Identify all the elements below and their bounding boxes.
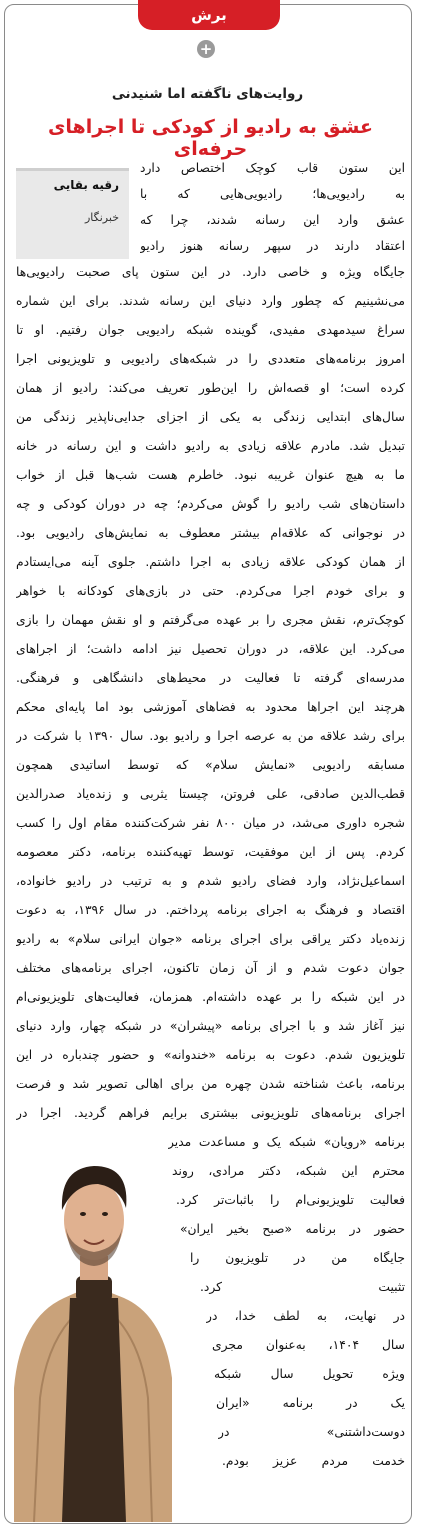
body-line: در نوجوانی که علاقه‌ام بیشتر معطوف به نمایش‌های رادیویی بود. — [16, 526, 405, 540]
body-line: این ستون قاب کوچک اختصاص دارد — [140, 161, 405, 175]
body-line: امروز برنامه‌های متعددی را در شبکه‌های رادیویی و تلویزیونی اجرا — [16, 352, 405, 366]
body-line: حضور در برنامه «صبح بخیر ایران» — [180, 1222, 405, 1236]
body-line: برنامه «رویان» شبکه یک و مساعدت مدیر — [168, 1135, 405, 1149]
body-line: هرچند این اجراها محدود به فضاهای آموزشی بود اما پایه‌ای محکم — [16, 700, 405, 714]
body-line: قطب‌الدین صادقی، علی فروتن، چیستا یثربی و زنده‌یاد صدرالدین — [16, 787, 405, 801]
article-headline: عشق به رادیو از کودکی تا اجراهای حرفه‌ای — [48, 116, 373, 160]
body-line: مدرسه‌ای گرفته تا فعالیت در محیط‌های دانشگاهی و فرهنگی. — [16, 671, 405, 685]
body-line: می‌کرد. این علاقه، در دوران تحصیل نیز ادامه داشت؛ از اجراهای — [16, 642, 405, 656]
author-role: خبرنگار — [85, 211, 119, 224]
plus-icon[interactable]: + — [197, 40, 215, 58]
author-name: رقیه بقایی — [53, 178, 119, 192]
body-line: کردم. پس از این موفقیت، توسط تهیه‌کننده برنامه، دکتر معصومه — [16, 845, 405, 859]
author-box — [16, 168, 129, 259]
body-line: ویژه تحویل سال شبکه — [214, 1367, 405, 1381]
person-photo-icon — [14, 1148, 172, 1522]
body-line: اجرای برنامه‌های تلویزیونی بیشتری برایم فراهم گردید. اجرا در — [16, 1106, 405, 1120]
body-line: اقتصاد و فرهنگ به اجرای برنامه پرداختم. در سال ۱۳۹۶، به دعوت — [16, 903, 405, 917]
body-line: شجره داوری می‌شد، در میان ۸۰۰ نفر شرکت‌کننده مقام اول را کسب — [16, 816, 405, 830]
body-line: و برای خودم اجرا می‌کردم. حتی در بازی‌های کودکانه با خواهر — [16, 584, 405, 598]
body-line: برنامه، باعث شناخته شدن چهره من برای اهالی تصویر شد و فرصت — [16, 1077, 405, 1091]
body-line: تبدیل شد. مادرم علاقه زیادی به رادیو داشت و این رسانه در خانه — [16, 439, 405, 453]
body-line: اسماعیل‌نژاد، وارد فضای رادیو شدم و به ترتیب در رادیو خانواده، — [16, 874, 405, 888]
body-line: در این شبکه را بر عهده داشته‌ام. همزمان، فعالیت‌های تلویزیونی‌ام — [16, 990, 405, 1004]
body-line: محترم این شبکه، دکتر مرادی، روند — [172, 1164, 405, 1178]
body-line: مسابقه رادیویی «نمایش سلام» که توسط اساتیدی همچون — [16, 758, 405, 772]
body-line: جایگاه ویژه و خاصی دارد. در این ستون پای صحبت رادیویی‌ها — [16, 265, 405, 279]
body-line: جوان دعوت شدم و از آن زمان تاکنون، اجرای برنامه‌های مختلف — [16, 961, 405, 975]
body-line: سال‌های ابتدایی زندگی به یکی از اجزای جدایی‌ناپذیر زندگی من — [16, 410, 405, 424]
body-line: دوست‌داشتنی» در — [218, 1425, 405, 1439]
body-line: خدمت مردم عزیز بودم. — [222, 1454, 405, 1468]
body-line: کرده است؛ او قصه‌اش را این‌طور تعریف می‌کند: رادیو از همان — [16, 381, 405, 395]
body-line: از همان کودکی علاقه زیادی به اجرا داشتم. جلوی آینه می‌ایستادم — [16, 555, 405, 569]
body-line: کوچک‌ترم، نقش مجری را بر عهده می‌گرفتم و او نقش مهمان را بازی — [16, 613, 405, 627]
body-line: داستان‌های شب رادیو را گوش می‌کردم؛ چه در دوران کودکی و چه — [16, 497, 405, 511]
body-line: تلویزیون شدم. دعوت به برنامه «خندوانه» و حضور چندباره در این — [16, 1048, 405, 1062]
body-line: برای رشد علاقه من به عرصه اجرا و رادیو بود. سال ۱۳۹۰ با شرکت در — [16, 729, 405, 743]
body-line: می‌نشینیم که چطور وارد دنیای این رسانه شدند. برای این شماره — [16, 294, 405, 308]
body-line: در نهایت، به لطف خدا، در — [206, 1309, 405, 1323]
body-line: جایگاه من در تلویزیون را — [190, 1251, 405, 1265]
body-line: نیز آغاز شد و با اجرای برنامه «پیشران» در شبکه چهار، وارد دنیای — [16, 1019, 405, 1033]
body-line: عشق وارد این رسانه شدند، چرا که — [140, 213, 405, 227]
body-line: یک در برنامه «ایران — [216, 1396, 405, 1410]
section-tab — [138, 0, 280, 30]
body-line: فعالیت تلویزیونی‌ام را باثبات‌تر کرد. — [176, 1193, 405, 1207]
body-line: سراغ سیدمهدی مفیدی، گوینده شبکه رادیویی جوان رفتیم. او تا — [16, 323, 405, 337]
body-line: اعتقاد دارند در سپهر رسانه هنوز رادیو — [140, 239, 405, 253]
body-line: به رادیویی‌ها؛ رادیویی‌هایی که با — [140, 187, 405, 201]
body-line: تثبیت کرد. — [200, 1280, 405, 1294]
body-line: سال ۱۴۰۴، به‌عنوان مجری — [212, 1338, 405, 1352]
body-line: زنده‌یاد دکتر یراقی برای اجرای برنامه «جوان ایرانی سلام» به رادیو — [16, 932, 405, 946]
section-tab-label: برش — [191, 6, 227, 24]
body-line: ما به هیچ عنوان غریبه نبود. خاطرم هست شب‌ها قبل از خواب — [16, 468, 405, 482]
article-kicker: روایت‌های ناگفته اما شنیدنی — [111, 86, 304, 102]
